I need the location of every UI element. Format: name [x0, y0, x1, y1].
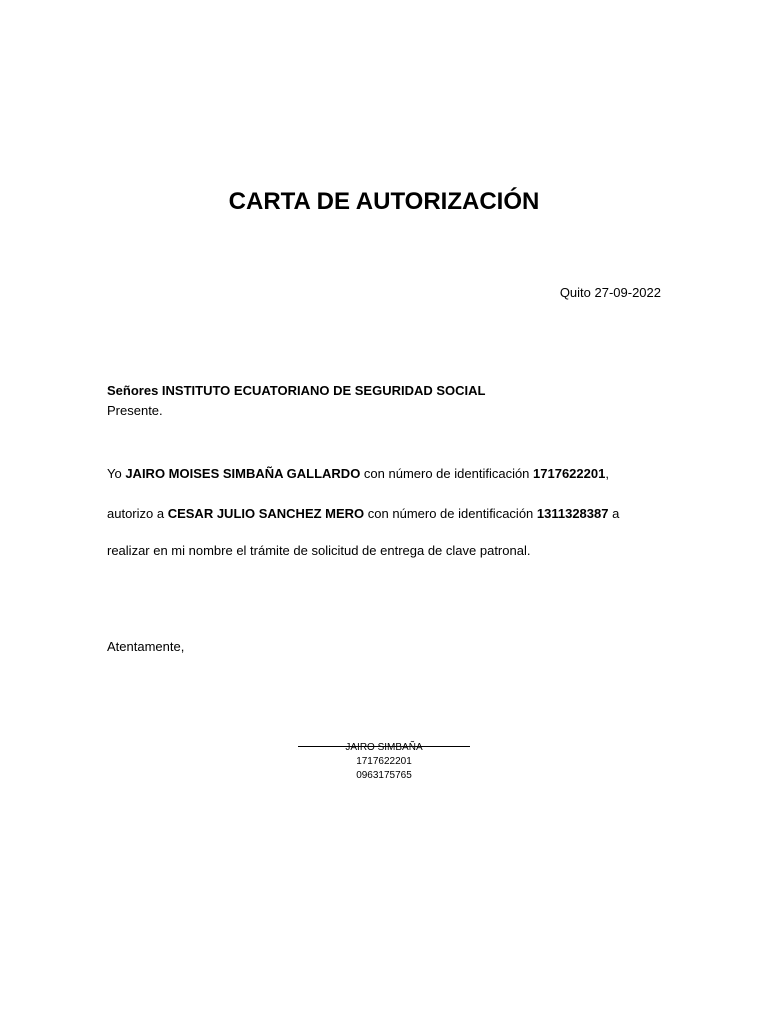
grantor-name: JAIRO MOISES SIMBAÑA GALLARDO — [125, 466, 361, 481]
signature-name: JAIRO SIMBAÑA — [345, 742, 423, 753]
grantor-id: 1717622201 — [533, 466, 606, 481]
body-paragraph-line-3: realizar en mi nombre el trámite de solicitud de entrega de clave patronal. — [107, 543, 531, 558]
body-paragraph-line-2 — [107, 506, 661, 521]
text-segment: a — [608, 506, 620, 521]
text-segment: autorizo a — [107, 506, 168, 521]
grantee-id: 1311328387 — [536, 506, 609, 521]
signature-phone: 0963175765 — [356, 770, 412, 781]
signature-line — [298, 746, 470, 747]
text-segment: con número de identificación — [360, 466, 534, 481]
text-segment: , — [605, 466, 609, 481]
document-title: CARTA DE AUTORIZACIÓN — [228, 188, 540, 215]
body-paragraph-line-1 — [107, 466, 661, 481]
recipient-presente: Presente. — [107, 403, 163, 418]
text-segment: con número de identificación — [364, 506, 537, 521]
grantee-name: CESAR JULIO SANCHEZ MERO — [167, 506, 365, 521]
recipient-block — [107, 381, 486, 421]
text-segment: Yo — [107, 466, 126, 481]
document-date: Quito 27-09-2022 — [559, 285, 661, 300]
signature-id: 1717622201 — [356, 756, 412, 767]
recipient-name: Señores INSTITUTO ECUATORIANO DE SEGURIDAD SOCIAL — [107, 383, 486, 398]
closing: Atentamente, — [107, 639, 185, 654]
signature-block — [0, 736, 768, 783]
